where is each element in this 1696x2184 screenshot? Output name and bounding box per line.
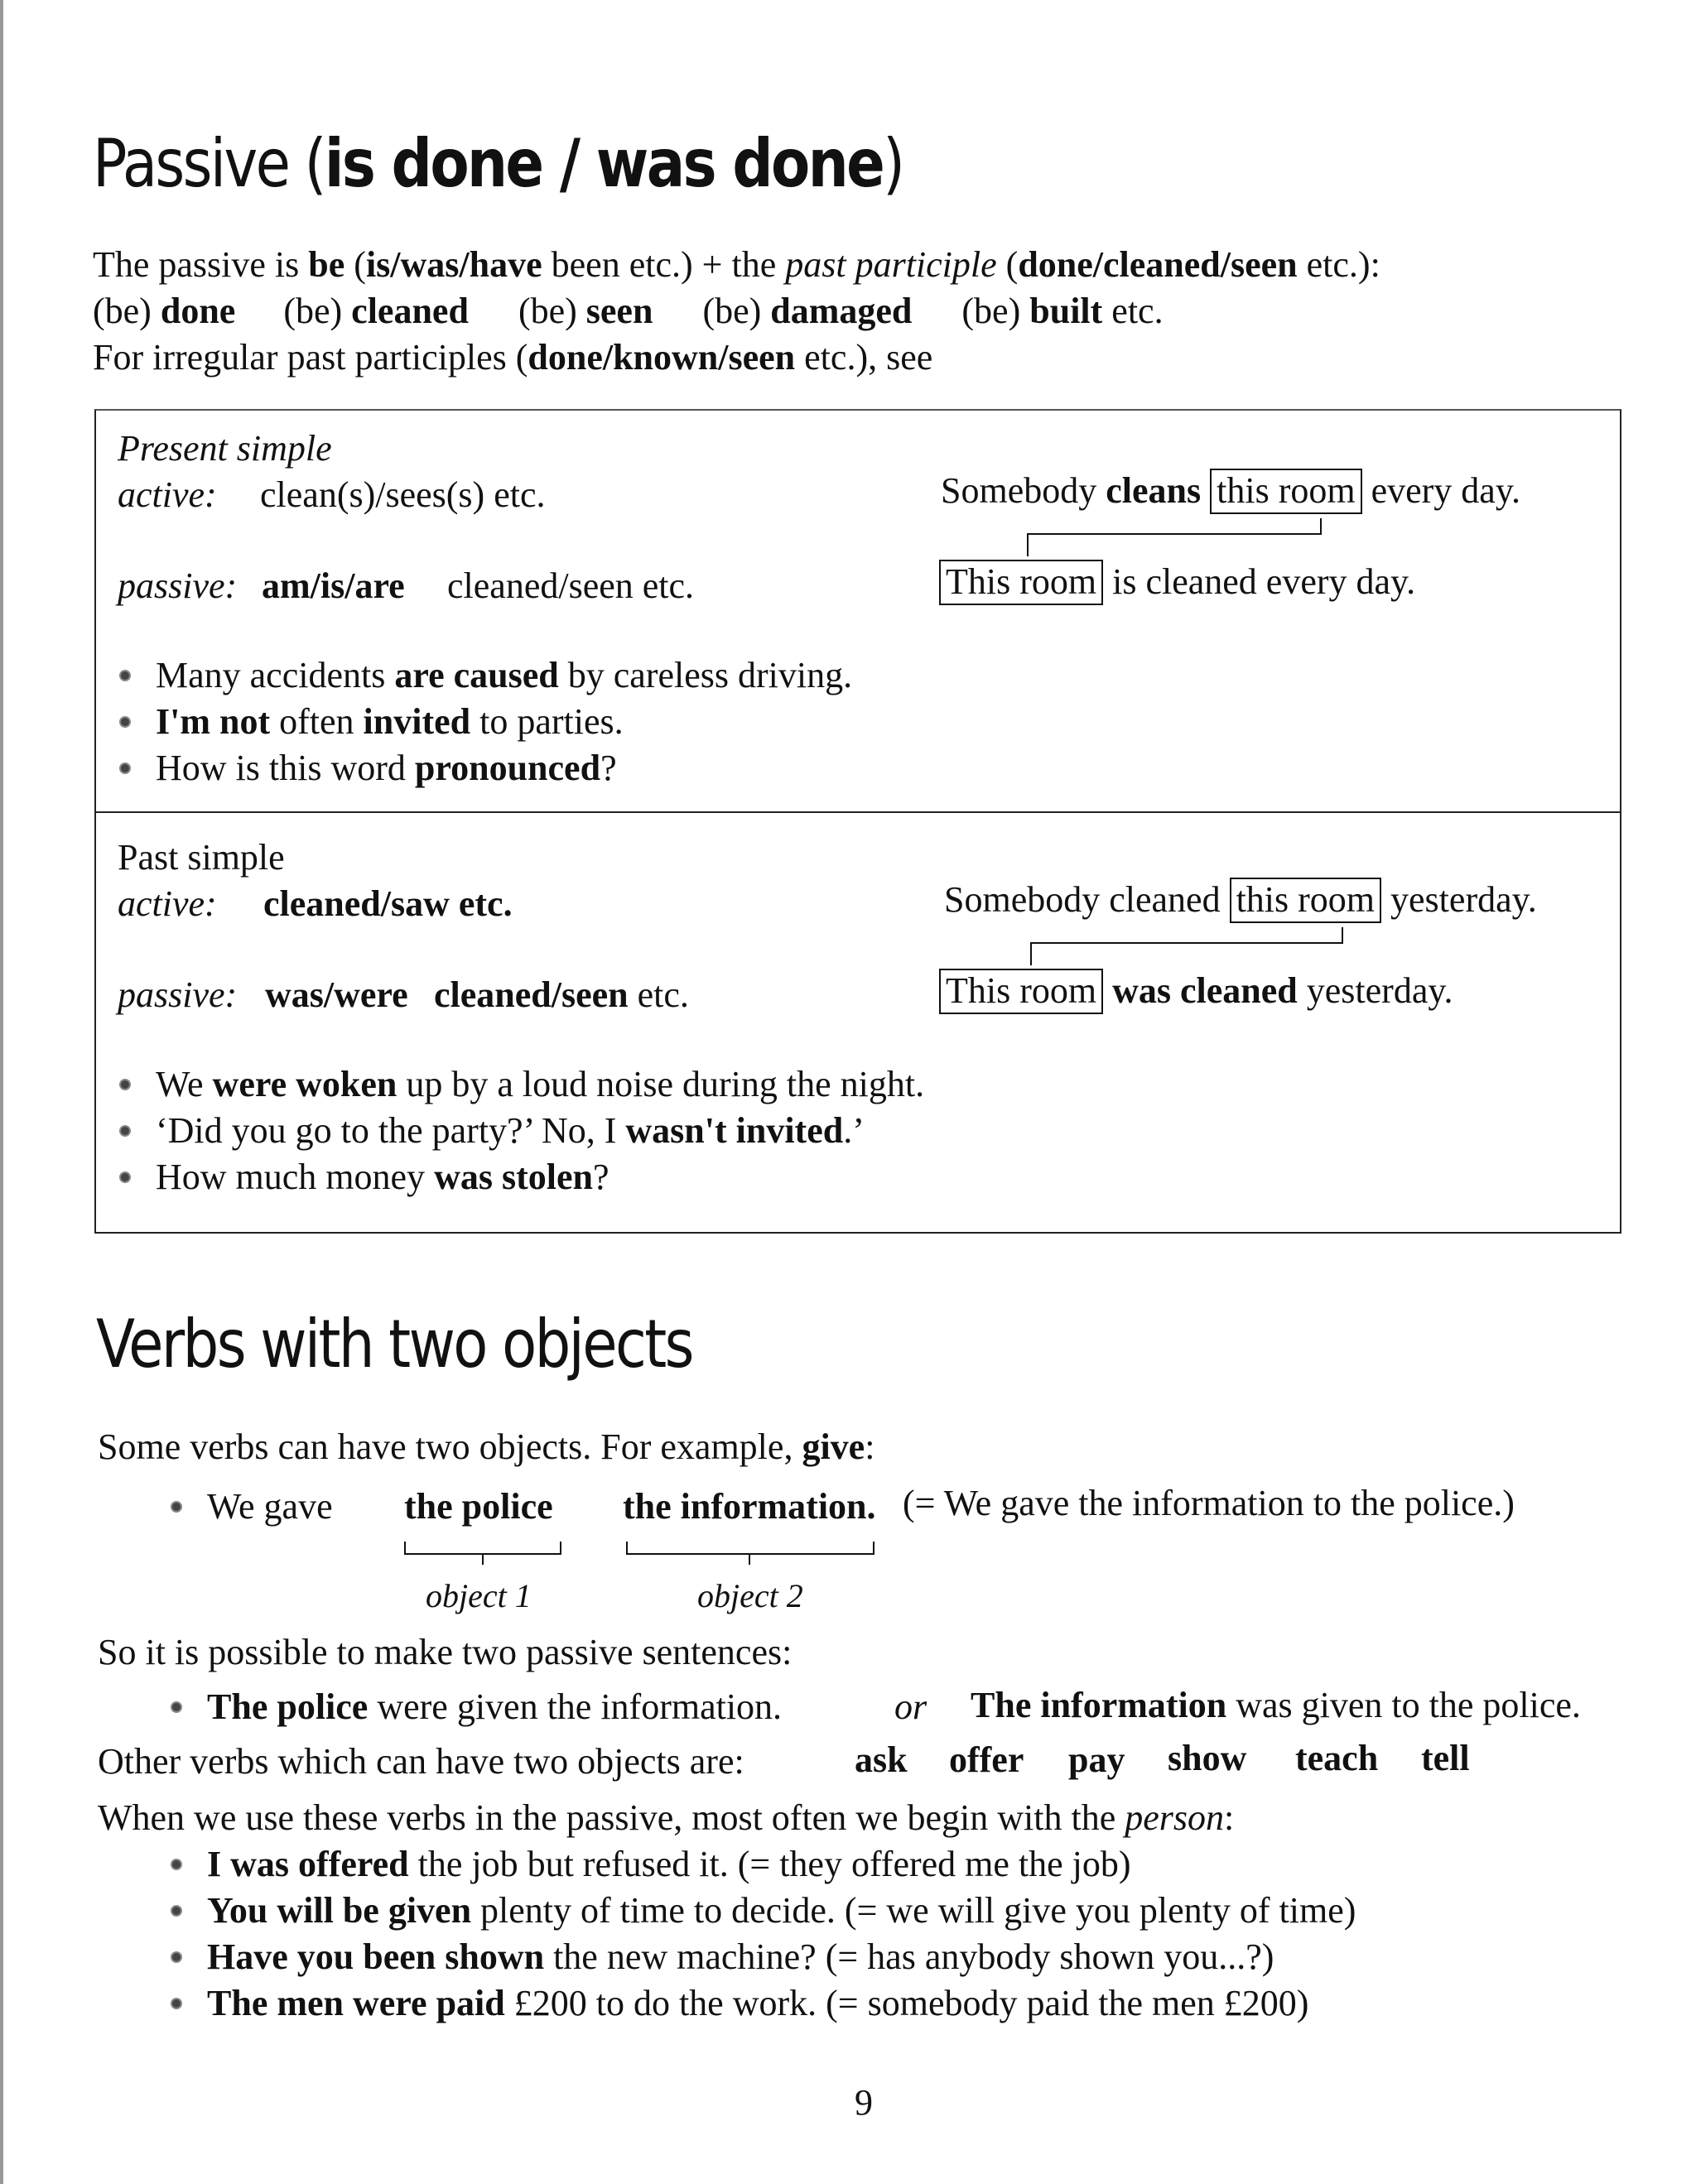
present-bullet-2: I'm not often invited to parties. <box>119 700 624 744</box>
object-box: this room <box>1230 878 1381 923</box>
bullet-icon <box>119 1171 131 1183</box>
present-bullet-1: Many accidents are caused by careless driving. <box>119 654 852 698</box>
subject-box: This room <box>939 560 1103 605</box>
bullet-icon <box>171 1501 182 1513</box>
scan-edge <box>0 0 3 2184</box>
object1-bracket-left <box>404 1542 406 1553</box>
arrow-line-h <box>1027 533 1320 535</box>
past-bullet-2: ‘Did you go to the party?’ No, I wasn't invited.’ <box>119 1109 865 1153</box>
present-bullet-3: How is this word pronounced? <box>119 747 617 791</box>
verb-show: show <box>1168 1738 1247 1778</box>
past-example-passive: This room was cleaned yesterday. <box>939 969 1453 1014</box>
past-active-label: active: <box>118 883 217 924</box>
object2-bracket-left <box>626 1542 628 1553</box>
present-active-value: clean(s)/sees(s) etc. <box>260 474 546 515</box>
other-verbs-line: Other verbs which can have two objects are: <box>98 1741 744 1782</box>
past-example-active: Somebody cleaned this room yesterday. <box>944 878 1537 923</box>
or-word: or <box>894 1686 928 1727</box>
arrow-line-v2 <box>1027 533 1029 556</box>
section2-bullet-4: The men were paid £200 to do the work. (= somebody paid the men £200) <box>171 1982 1308 2026</box>
past-bullet-3: How much money was stolen? <box>119 1156 610 1200</box>
object-box: this room <box>1210 469 1361 514</box>
bullet-icon <box>119 716 131 728</box>
section-title-passive: Passive (is done / was done) <box>93 125 903 202</box>
example-two-passives-alt: The information was given to the police. <box>971 1685 1581 1725</box>
section2-intro: Some verbs can have two objects. For example, give: <box>98 1426 875 1467</box>
past-passive-pp: cleaned/seen etc. <box>434 974 689 1015</box>
arrow-line-v1 <box>1320 518 1322 535</box>
subject-box: This room <box>939 969 1103 1014</box>
object2-bracket-tick <box>749 1553 750 1565</box>
when-line: When we use these verbs in the passive, most often we begin with the person: <box>98 1797 1235 1838</box>
form-cleaned: (be) cleaned <box>283 291 469 331</box>
bullet-icon <box>119 1125 131 1137</box>
section2-bullet-3: Have you been shown the new machine? (= has anybody shown you...?) <box>171 1936 1274 1980</box>
section2-bullet-2: You will be given plenty of time to decide. (= we will give you plenty of time) <box>171 1889 1356 1933</box>
object2-label: object 2 <box>697 1577 803 1614</box>
forms-line <box>93 290 1164 334</box>
past-bullet-1: We were woken up by a loud noise during the night. <box>119 1063 924 1107</box>
section2-bullet-1: I was offered the job but refused it. (= they offered me the job) <box>171 1843 1131 1887</box>
object1-text: the police <box>404 1486 553 1527</box>
bullet-icon <box>171 1951 182 1963</box>
bullet-icon <box>119 762 131 774</box>
object1-label: object 1 <box>426 1577 532 1614</box>
bullet-icon <box>171 1998 182 2009</box>
bullet-icon <box>171 1701 182 1713</box>
page-number: 9 <box>855 2082 873 2123</box>
object2-bracket <box>626 1553 874 1555</box>
object1-bracket-right <box>560 1542 561 1553</box>
example-we-gave: We gave <box>171 1485 333 1529</box>
form-built: (be) built etc. <box>961 291 1164 331</box>
past-simple-heading: Past simple <box>118 837 285 878</box>
present-passive-label: passive: <box>118 565 238 606</box>
bullet-icon <box>171 1859 182 1870</box>
present-passive-aux: am/is/are <box>262 565 405 606</box>
example-gloss: (= We gave the information to the police.) <box>903 1483 1515 1523</box>
bullet-icon <box>119 1079 131 1090</box>
present-example-passive: This room is cleaned every day. <box>939 560 1415 605</box>
section-title-two-objects: Verbs with two objects <box>96 1306 692 1383</box>
form-done: (be) done <box>93 291 236 331</box>
arrow-line-v1 <box>1342 927 1343 944</box>
intro-line-1: The passive is be (is/was/have been etc.) + the past participle (done/cleaned/seen etc.): <box>93 244 1380 285</box>
bullet-icon <box>119 670 131 681</box>
present-simple-heading: Present simple <box>118 428 332 469</box>
form-damaged: (be) damaged <box>702 291 913 331</box>
intro-line-3: For irregular past participles (done/known/seen etc.), see <box>93 337 933 378</box>
past-passive-label: passive: <box>118 974 238 1015</box>
object2-text: the information. <box>623 1486 876 1527</box>
verb-tell: tell <box>1421 1738 1470 1778</box>
present-passive-pp: cleaned/seen etc. <box>447 565 695 606</box>
example-two-passives: The police were given the information. <box>171 1686 782 1729</box>
verb-pay: pay <box>1068 1739 1125 1780</box>
table-divider <box>94 811 1620 813</box>
form-seen: (be) seen <box>518 291 653 331</box>
past-active-value: cleaned/saw etc. <box>263 883 513 924</box>
so-line: So it is possible to make two passive sentences: <box>98 1632 793 1672</box>
object2-bracket-right <box>873 1542 874 1553</box>
verb-teach: teach <box>1295 1738 1379 1778</box>
bullet-icon <box>171 1905 182 1917</box>
arrow-line-h <box>1030 942 1342 944</box>
past-passive-aux: was/were <box>265 974 408 1015</box>
object1-bracket-tick <box>482 1553 484 1565</box>
verb-ask: ask <box>855 1739 908 1780</box>
present-active-label: active: <box>118 474 217 515</box>
present-example-active: Somebody cleans this room every day. <box>941 469 1520 514</box>
arrow-line-v2 <box>1030 942 1032 965</box>
verb-offer: offer <box>949 1739 1024 1780</box>
